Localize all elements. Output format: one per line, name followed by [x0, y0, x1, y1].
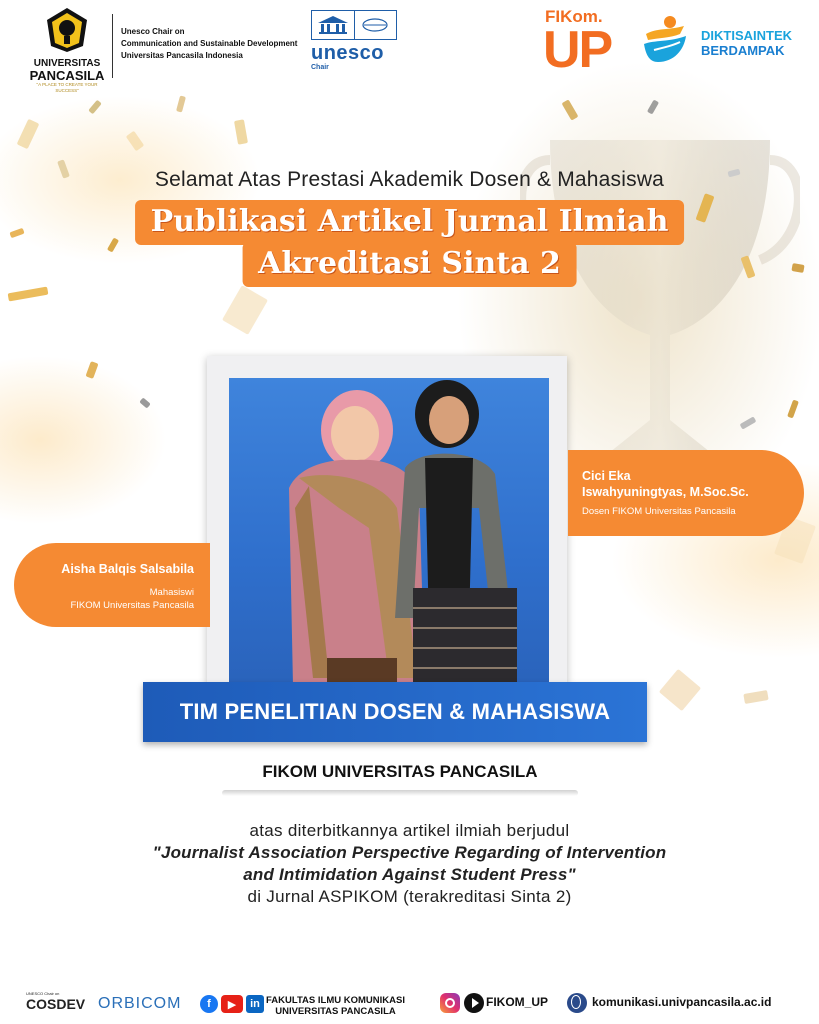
- article-title-line2: and Intimidation Against Student Press": [243, 865, 576, 884]
- orbicom-logo: ORBICOM: [98, 995, 182, 1012]
- fikom-logo-big: UP: [543, 21, 612, 79]
- university-name-line2: PANCASILA: [29, 68, 105, 83]
- lecturer-name: [582, 468, 749, 500]
- body-line1: atas diterbitkannya artikel ilmiah berjudul: [249, 821, 570, 840]
- institution-underline: [222, 790, 578, 796]
- unesco-logo: [311, 10, 401, 78]
- unitwin-icon: [354, 11, 397, 39]
- fikom-logo-small: FIKom.: [545, 7, 603, 26]
- chair-line3: Universitas Pancasila Indonesia: [121, 51, 243, 60]
- subtitle: Selamat Atas Prestasi Akademik Dosen & Mahasiswa: [154, 168, 665, 191]
- team-banner: TIM PENELITIAN DOSEN & MAHASISWA: [143, 682, 647, 742]
- universitas-pancasila-emblem: [43, 6, 91, 54]
- university-name-line1: UNIVERSITAS: [33, 58, 101, 69]
- photo-frame: [207, 356, 567, 686]
- article-description: [0, 820, 819, 908]
- body-line4: di Jurnal ASPIKOM (terakreditasi Sinta 2): [247, 887, 572, 906]
- team-photo-illustration: [229, 378, 549, 686]
- play-icon[interactable]: [464, 993, 484, 1013]
- student-name: Aisha Balqis Salsabila: [61, 562, 194, 576]
- student-role-line1: Mahasiswi: [149, 587, 194, 598]
- title-line2: Akreditasi Sinta 2: [242, 242, 577, 287]
- student-role: [70, 586, 194, 612]
- lecturer-name-line1: Cici Eka: [582, 469, 631, 483]
- dikti-line2: BERDAMPAK: [701, 43, 785, 58]
- linkedin-icon[interactable]: in: [246, 995, 264, 1013]
- dikti-figure-icon: [640, 14, 690, 66]
- dikti-text: [701, 28, 792, 58]
- cosdev-small-text: UNESCO Chair on: [26, 991, 60, 996]
- institution-label: [222, 754, 578, 796]
- faculty-line2: UNIVERSITAS PANCASILA: [275, 1006, 396, 1017]
- faculty-line1: FAKULTAS ILMU KOMUNIKASI: [266, 995, 405, 1006]
- unesco-wordmark: unesco: [311, 42, 385, 64]
- lecturer-name-tag: [568, 450, 804, 536]
- instagram-icon[interactable]: [440, 993, 460, 1013]
- student-role-line2: FIKOM Universitas Pancasila: [70, 600, 194, 611]
- universitas-pancasila-logo: [28, 6, 106, 93]
- institution-text: FIKOM UNIVERSITAS PANCASILA: [262, 762, 538, 781]
- unesco-chair-text: [121, 26, 297, 62]
- unesco-icon-box: [311, 10, 397, 40]
- university-tagline: "A PLACE TO CREATE YOUR SUCCESS": [36, 82, 98, 93]
- facebook-icon[interactable]: f: [200, 995, 218, 1013]
- chair-line2: Communication and Sustainable Development: [121, 39, 298, 48]
- footer: [0, 985, 819, 1021]
- header: [0, 0, 819, 95]
- fikom-up-logo: [543, 6, 635, 78]
- website-link[interactable]: komunikasi.univpancasila.ac.id: [592, 995, 772, 1009]
- youtube-icon[interactable]: ▶: [221, 995, 243, 1013]
- lecturer-name-line2: Iswahyuningtyas, M.Soc.Sc.: [582, 485, 749, 499]
- faculty-label: [266, 995, 405, 1017]
- social-handle[interactable]: FIKOM_UP: [486, 995, 549, 1009]
- cosdev-logo: [26, 991, 85, 1012]
- team-photo: [229, 378, 549, 686]
- article-title-line1: "Journalist Association Perspective Regarding of Intervention: [152, 843, 667, 862]
- cosdev-wordmark: COSDEV: [26, 996, 86, 1012]
- chair-line1: Unesco Chair on: [121, 27, 185, 36]
- dikti-line1: DIKTISAINTEK: [701, 28, 792, 43]
- title-line1: Publikasi Artikel Jurnal Ilmiah: [135, 200, 685, 245]
- social-icons: [200, 995, 264, 1013]
- lecturer-role: Dosen FIKOM Universitas Pancasila: [582, 506, 736, 517]
- unesco-temple-icon: [312, 11, 354, 39]
- globe-icon: [567, 993, 587, 1013]
- student-name-tag: [14, 543, 210, 627]
- header-divider: [112, 14, 113, 78]
- unesco-chair-label: Chair: [311, 64, 329, 71]
